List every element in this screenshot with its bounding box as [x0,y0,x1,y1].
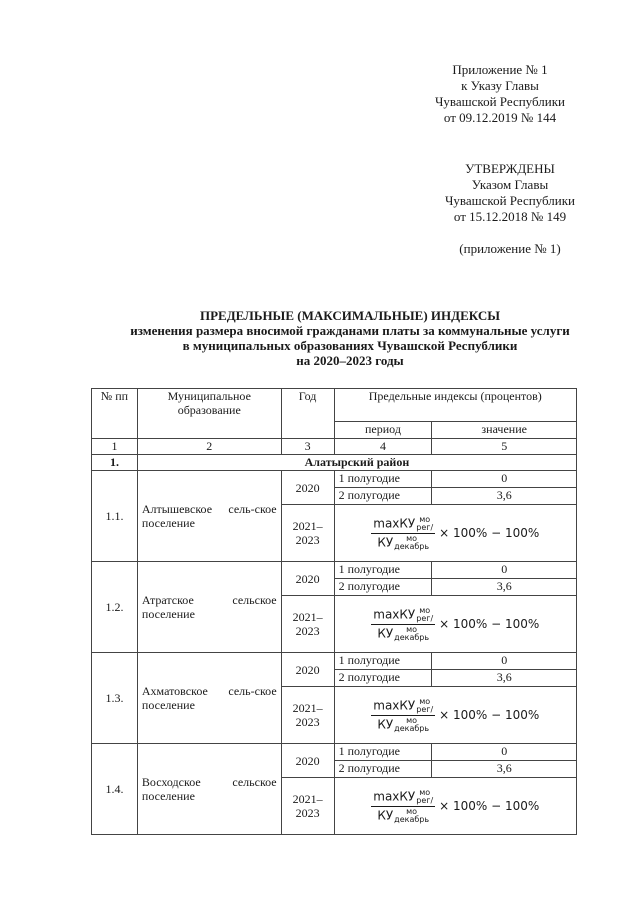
period-cell: 2 полугодие [334,670,432,687]
index-formula [335,516,576,551]
formula-num-scripts [416,607,433,623]
index-formula [335,789,576,824]
year-range-cell: 2021–2023 [281,778,334,835]
row-num: 1.4. [92,744,138,835]
period-cell: 1 полугодие [334,653,432,670]
table-row [92,471,577,488]
document-title [60,308,640,368]
formula-den-sub: декабрь [394,541,430,551]
formula-den-main: КУ [377,717,394,731]
value-cell: 3,6 [432,761,577,778]
value-cell: 3,6 [432,670,577,687]
header-period: период [334,422,432,439]
period-cell: 2 полугодие [334,761,432,778]
formula-numerator [371,789,435,807]
formula-fraction [371,789,435,824]
section-name: Алатырский район [137,455,576,471]
value-cell: 0 [432,562,577,579]
row-num: 1.3. [92,653,138,744]
period-cell: 1 полугодие [334,562,432,579]
title-line: на 2020–2023 годы [296,353,404,368]
formula-den-scripts [394,717,429,733]
year-range-cell: 2021–2023 [281,687,334,744]
appendix-line: Приложение № 1 [452,62,548,77]
formula-den-sup: мо [406,533,418,543]
formula-num-main: maxКУ [373,789,416,803]
table-row [92,562,577,579]
year-range-cell: 2021–2023 [281,596,334,653]
formula-den-main: КУ [377,626,394,640]
formula-tail: × 100% − 100% [439,799,540,813]
approval-line: Указом Главы [471,177,549,192]
col-number: 2 [137,439,281,455]
year-cell: 2020 [281,471,334,505]
formula-num-sub: рег/ [416,613,434,623]
period-cell: 1 полугодие [334,471,432,488]
col-number: 1 [92,439,138,455]
formula-den-scripts [394,535,429,551]
col-number: 4 [334,439,432,455]
formula-denominator [375,534,431,551]
value-cell: 3,6 [432,579,577,596]
year-range-cell: 2021–2023 [281,505,334,562]
formula-den-scripts [394,808,429,824]
header-municipality: Муниципальное образование [137,389,281,439]
value-cell: 3,6 [432,488,577,505]
title-line: изменения размера вносимой гражданами платы за коммунальные услуги [130,323,570,338]
index-formula [335,607,576,642]
formula-denominator [375,807,431,824]
formula-numerator [371,698,435,716]
approval-line: (приложение № 1) [459,241,561,256]
title-line: ПРЕДЕЛЬНЫЕ (МАКСИМАЛЬНЫЕ) ИНДЕКСЫ [200,308,500,323]
approval-line: от 15.12.2018 № 149 [453,209,567,224]
formula-den-main: КУ [377,808,394,822]
approval-header [420,161,600,257]
formula-num-sup: мо [419,696,431,706]
formula-num-sup: мо [419,605,431,615]
formula-tail: × 100% − 100% [439,526,540,540]
period-cell: 1 полугодие [334,744,432,761]
header-year: Год [281,389,334,439]
formula-cell [334,505,576,562]
table-row [92,744,577,761]
formula-num-main: maxКУ [373,607,416,621]
formula-den-sub: декабрь [394,814,430,824]
header-indices: Предельные индексы (процентов) [334,389,576,422]
approval-line: Чувашской Республики [444,193,576,208]
formula-den-sup: мо [406,806,418,816]
formula-den-sup: мо [406,624,418,634]
formula-den-main: КУ [377,535,394,549]
formula-num-main: maxКУ [373,516,416,530]
year-cell: 2020 [281,744,334,778]
formula-fraction [371,516,435,551]
appendix-line: Чувашской Республики [434,94,566,109]
approval-line: УТВЕРЖДЕНЫ [465,161,555,176]
header-num: № пп [92,389,138,439]
col-number: 3 [281,439,334,455]
row-num: 1.2. [92,562,138,653]
municipality-name: Восходское сельское поселение [137,744,281,835]
row-num: 1.1. [92,471,138,562]
section-num: 1. [92,455,138,471]
appendix-header [420,62,580,126]
formula-den-sub: декабрь [394,723,430,733]
value-cell: 0 [432,471,577,488]
period-cell: 2 полугодие [334,579,432,596]
appendix-line: от 09.12.2019 № 144 [443,110,557,125]
title-line: в муниципальных образованиях Чувашской Республики [182,338,518,353]
formula-den-sub: декабрь [394,632,430,642]
formula-num-sub: рег/ [416,522,434,532]
header-value: значение [432,422,577,439]
appendix-line: к Указу Главы [461,78,539,93]
period-cell: 2 полугодие [334,488,432,505]
value-cell: 0 [432,653,577,670]
indices-table [91,388,577,835]
formula-fraction [371,607,435,642]
formula-num-scripts [416,516,433,532]
formula-num-sup: мо [419,514,431,524]
municipality-name: Алтышевское сель-ское поселение [137,471,281,562]
formula-den-scripts [394,626,429,642]
formula-num-sub: рег/ [416,795,434,805]
formula-numerator [371,607,435,625]
formula-num-sub: рег/ [416,704,434,714]
formula-cell [334,687,576,744]
municipality-name: Ахматовское сель-ское поселение [137,653,281,744]
year-cell: 2020 [281,653,334,687]
formula-num-scripts [416,698,433,714]
formula-cell [334,596,576,653]
municipality-name: Атратское сельское поселение [137,562,281,653]
formula-cell [334,778,576,835]
table-row [92,653,577,670]
formula-num-main: maxКУ [373,698,416,712]
col-number: 5 [432,439,577,455]
year-cell: 2020 [281,562,334,596]
formula-tail: × 100% − 100% [439,708,540,722]
formula-num-sup: мо [419,787,431,797]
formula-fraction [371,698,435,733]
formula-denominator [375,625,431,642]
formula-denominator [375,716,431,733]
value-cell: 0 [432,744,577,761]
formula-numerator [371,516,435,534]
formula-den-sup: мо [406,715,418,725]
index-formula [335,698,576,733]
formula-num-scripts [416,789,433,805]
formula-tail: × 100% − 100% [439,617,540,631]
